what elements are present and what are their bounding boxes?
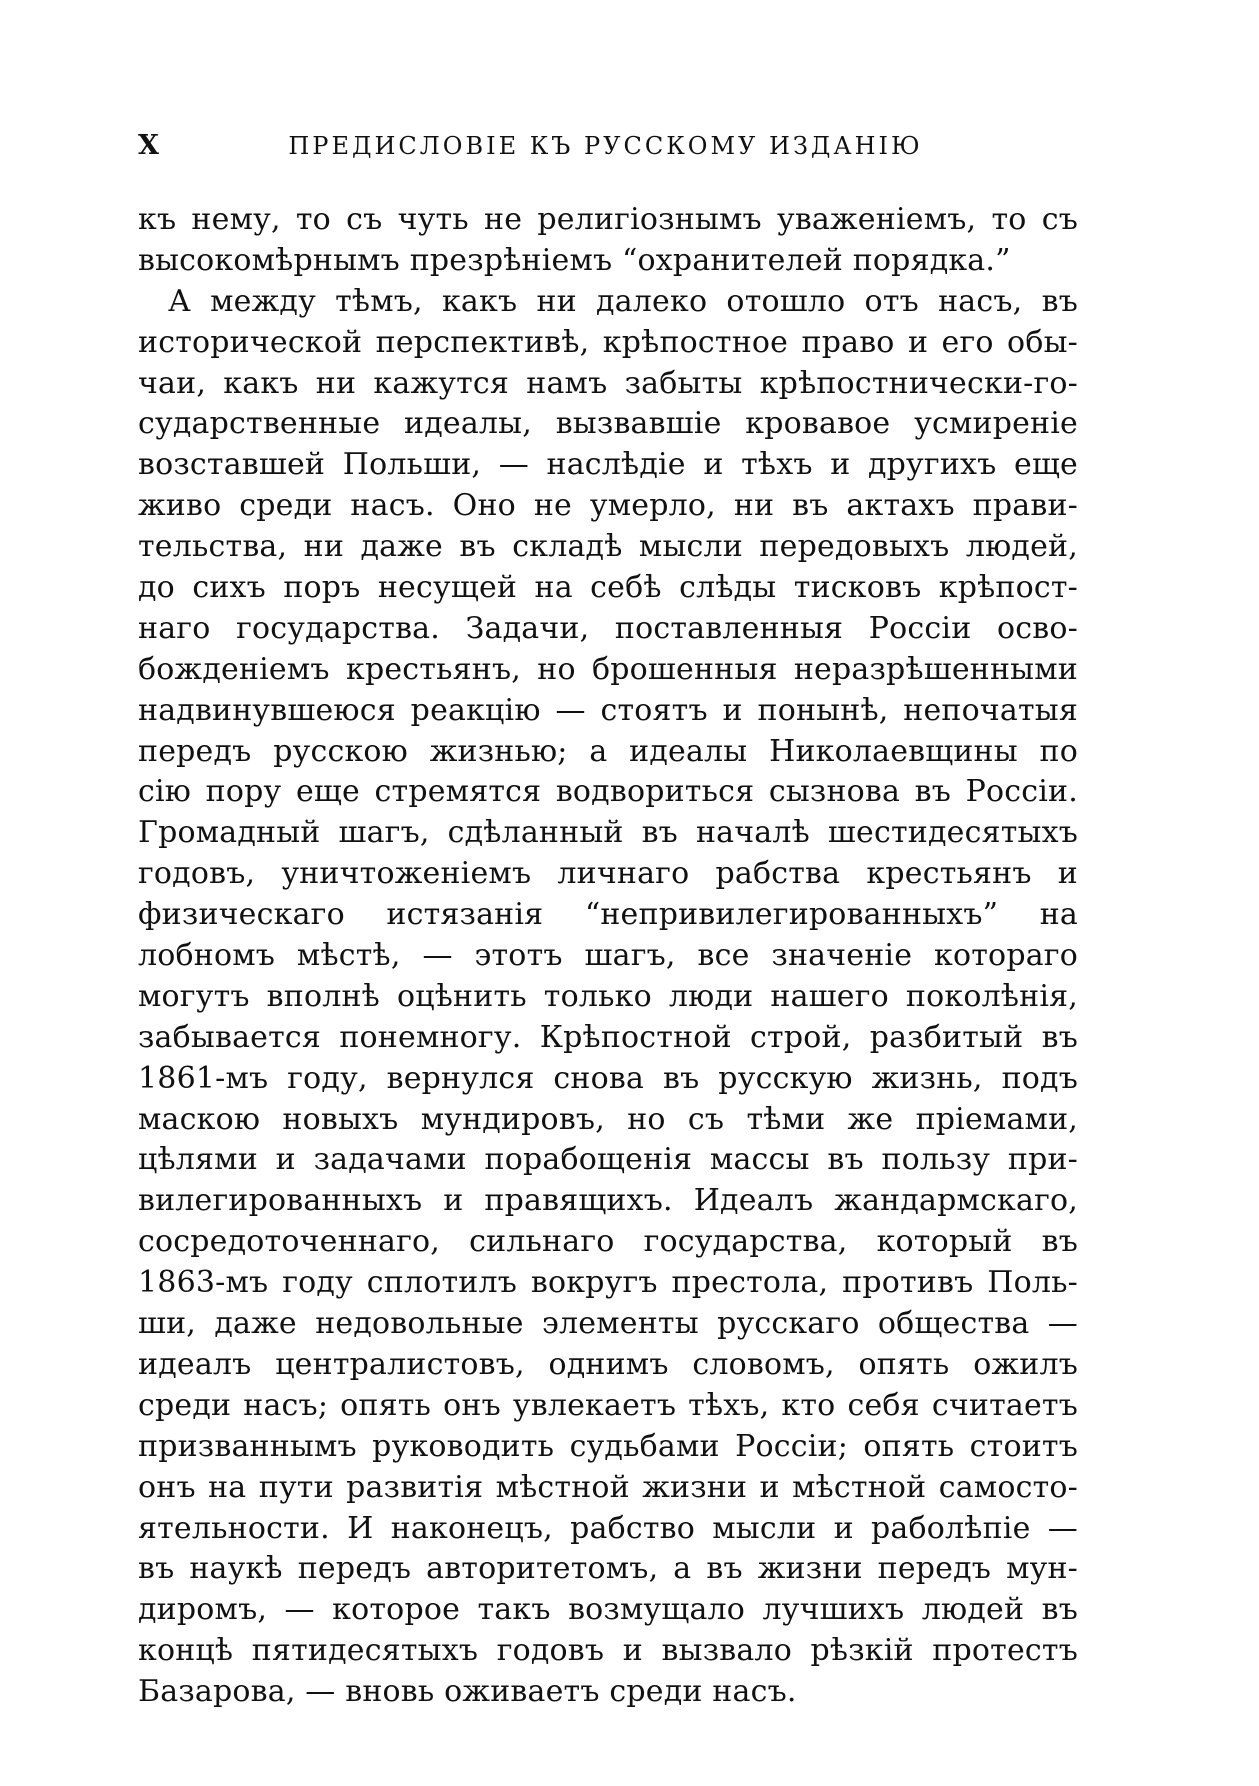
text-line: призваннымъ руководить судьбами Россіи; опять стоитъ bbox=[138, 1428, 1078, 1464]
text-line: надвинувшеюся реакцію — стоятъ и понынѣ, непочатыя bbox=[138, 692, 1078, 728]
text-line: Базарова, — вновь оживаетъ среди насъ. bbox=[138, 1674, 797, 1710]
text-line: живо среди насъ. Оно не умерло, ни въ актахъ прави- bbox=[138, 488, 1078, 524]
text-line: среди насъ; опять онъ увлекаетъ тѣхъ, кто себя считаетъ bbox=[138, 1387, 1078, 1423]
text-line: цѣлями и задачами порабощенія массы въ пользу при- bbox=[138, 1142, 1078, 1178]
text-line: могутъ вполнѣ оцѣнить только люди нашего поколѣнія, bbox=[138, 978, 1078, 1014]
text-line: физическаго истязанія “непривилегированныхъ” на bbox=[138, 897, 1078, 933]
text-line: 1863-мъ году сплотилъ вокругъ престола, противъ Поль- bbox=[138, 1265, 1078, 1301]
text-line: Громадный шагъ, сдѣланный въ началѣ шестидесятыхъ bbox=[138, 815, 1078, 851]
text-line: ятельности. И наконецъ, рабство мысли и раболѣпіе — bbox=[138, 1510, 1078, 1546]
text-line: въ наукѣ передъ авторитетомъ, а въ жизни передъ мун- bbox=[138, 1551, 1078, 1587]
text-line: 1861-мъ году, вернулся снова въ русскую жизнь, подъ bbox=[138, 1060, 1078, 1096]
page-number: X bbox=[138, 130, 160, 161]
running-title: ПРЕДИСЛОВІЕ КЪ РУССКОМУ ИЗДАНІЮ bbox=[288, 132, 923, 160]
text-line: онъ на пути развитія мѣстной жизни и мѣстной самосто- bbox=[138, 1469, 1078, 1505]
text-line: чаи, какъ ни кажутся намъ забыты крѣпостнически-го- bbox=[138, 365, 1078, 401]
text-line: идеалъ централистовъ, однимъ словомъ, опять ожилъ bbox=[138, 1346, 1078, 1382]
text-line: маскою новыхъ мундировъ, но съ тѣми же пріемами, bbox=[138, 1101, 1078, 1137]
text-line: сосредоточеннаго, сильнаго государства, который въ bbox=[138, 1224, 1078, 1260]
text-line: передъ русскою жизнью; а идеалы Николаевщины по bbox=[138, 733, 1078, 769]
text-line: лобномъ мѣстѣ, — этотъ шагъ, все значеніе котораго bbox=[138, 938, 1078, 974]
text-line: А между тѣмъ, какъ ни далеко отошло отъ насъ, въ bbox=[168, 283, 1078, 319]
body-text bbox=[138, 200, 1078, 1713]
text-line: исторической перспективѣ, крѣпостное право и его обы- bbox=[138, 324, 1078, 360]
text-line: высокомѣрнымъ презрѣніемъ “охранителей порядка.” bbox=[138, 242, 1011, 278]
text-line: сію пору еще стремятся водвориться сызнова въ Россіи. bbox=[138, 774, 1078, 810]
text-line: наго государства. Задачи, поставленныя Россіи осво- bbox=[138, 610, 1078, 646]
page-header bbox=[138, 130, 1073, 170]
text-line: забывается понемногу. Крѣпостной строй, разбитый въ bbox=[138, 1019, 1078, 1055]
text-line: вилегированныхъ и правящихъ. Идеалъ жандармскаго, bbox=[138, 1183, 1078, 1219]
text-line: концѣ пятидесятыхъ годовъ и вызвало рѣзкій протестъ bbox=[138, 1633, 1078, 1669]
text-line: диромъ, — которое такъ возмущало лучшихъ людей въ bbox=[138, 1592, 1078, 1628]
text-line: возставшей Польши, — наслѣдіе и тѣхъ и другихъ еще bbox=[138, 447, 1078, 483]
text-line: ши, даже недовольные элементы русскаго общества — bbox=[138, 1306, 1078, 1342]
text-line: къ нему, то съ чуть не религіознымъ уваженіемъ, то съ bbox=[138, 202, 1078, 237]
text-line: годовъ, уничтоженіемъ личнаго рабства крестьянъ и bbox=[138, 856, 1078, 892]
text-line: сударственные идеалы, вызвавшіе кровавое усмиреніе bbox=[138, 406, 1078, 442]
text-line: до сихъ поръ несущей на себѣ слѣды тисковъ крѣпост- bbox=[138, 570, 1078, 606]
text-line: тельства, ни даже въ складѣ мысли передовыхъ людей, bbox=[138, 529, 1078, 565]
text-line: божденіемъ крестьянъ, но брошенныя неразрѣшенными bbox=[138, 651, 1078, 687]
